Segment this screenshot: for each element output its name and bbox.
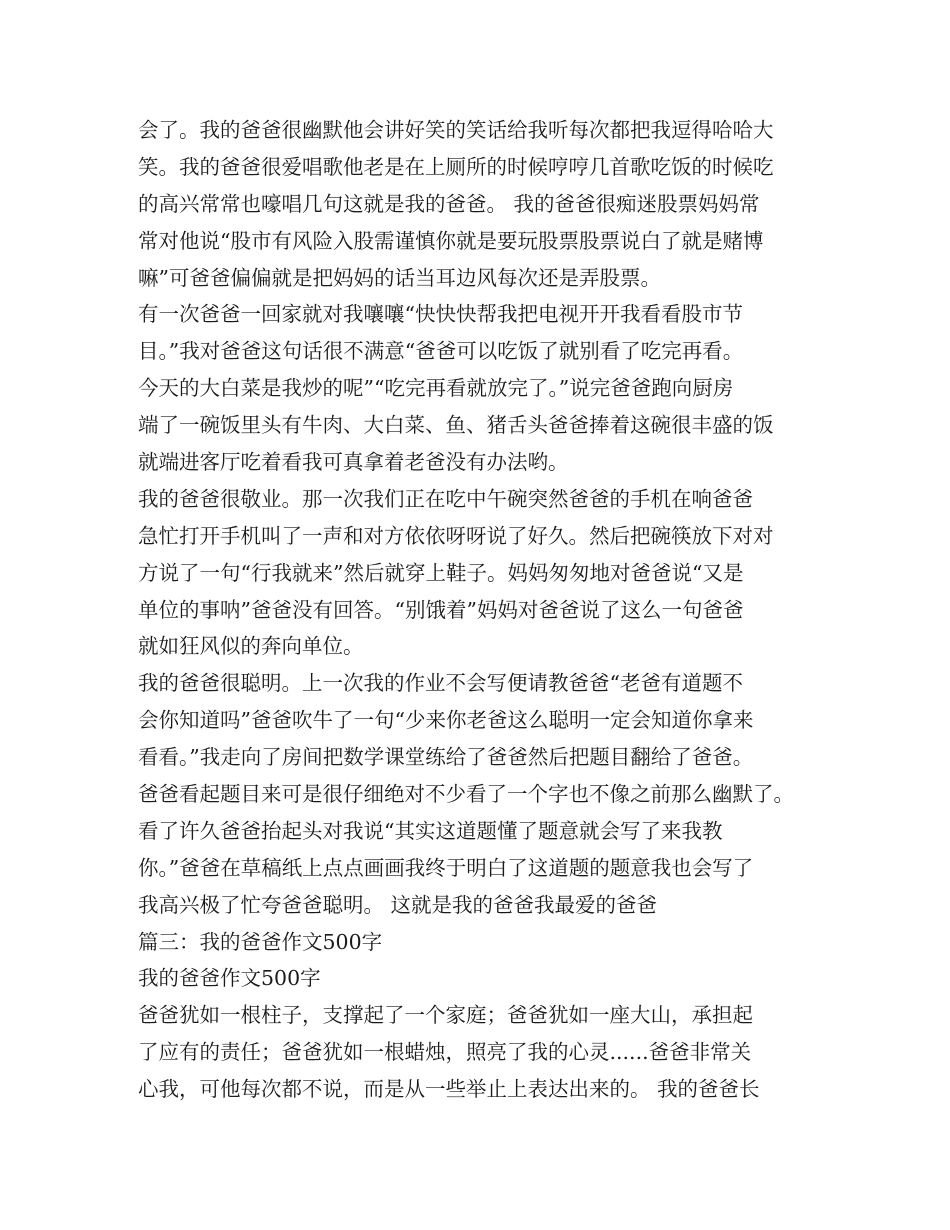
text-line: 会你知道吗”爸爸吹牛了一句“少来你老爸这么聪明一定会知道你拿来 xyxy=(138,708,754,733)
text-line: 端了一碗饭里头有牛肉、大白菜、鱼、猪舌头爸爸捧着这碗很丰盛的饭 xyxy=(138,413,774,438)
text-line: 方说了一句“行我就来”然后就穿上鞋子。妈妈匆匆地对爸爸说“又是 xyxy=(138,560,744,585)
text-line: 我的爸爸很聪明。上一次我的作业不会写便请教爸爸“老爸有道题不 xyxy=(138,671,743,696)
text-line: 看看。”我走向了房间把数学课堂练给了爸爸然后把题目翻给了爸爸。 xyxy=(138,745,754,770)
text-line: 有一次爸爸一回家就对我嚷嚷“快快快帮我把电视开开我看看股市节 xyxy=(138,302,743,327)
essay-text xyxy=(138,112,838,1108)
essay-title: 我的爸爸作文500字 xyxy=(138,966,321,991)
text-line: 心我，可他每次都不说，而是从一些举止上表达出来的。 我的爸爸长 xyxy=(138,1077,760,1102)
text-line: 今天的大白菜是我炒的呢”“吃完再看就放完了。”说完爸爸跑向厨房 xyxy=(138,376,734,401)
text-line: 常对他说“股市有风险入股需谨慎你就是要玩股票股票说白了就是赌博 xyxy=(138,228,764,253)
text-line: 我的爸爸很敬业。那一次我们正在吃中午碗突然爸爸的手机在响爸爸 xyxy=(138,486,753,511)
text-line: 急忙打开手机叫了一声和对方依依呀呀说了好久。然后把碗筷放下对对 xyxy=(138,523,774,548)
text-line: 了应有的责任；爸爸犹如一根蜡烛，照亮了我的心灵......爸爸非常关 xyxy=(138,1040,752,1065)
text-line: 单位的事呐”爸爸没有回答。“别饿着”妈妈对爸爸说了这么一句爸爸 xyxy=(138,597,744,622)
text-line: 看了许久爸爸抬起头对我说“其实这道题懂了题意就会写了来我教 xyxy=(138,818,723,843)
text-line: 的高兴常常也嚎唱几句这就是我的爸爸。 我的爸爸很痴迷股票妈妈常 xyxy=(138,191,760,216)
text-line: 爸爸犹如一根柱子，支撑起了一个家庭；爸爸犹如一座大山，承担起 xyxy=(138,1003,753,1028)
section-heading: 篇三：我的爸爸作文500字 xyxy=(138,929,383,954)
text-line: 嘛”可爸爸偏偏就是把妈妈的话当耳边风每次还是弄股票。 xyxy=(138,265,661,290)
text-line: 我高兴极了忙夸爸爸聪明。 这就是我的爸爸我最爱的爸爸 xyxy=(138,892,658,917)
text-line: 就如狂风似的奔向单位。 xyxy=(138,634,364,659)
text-line: 就端进客厅吃着看我可真拿着老爸没有办法哟。 xyxy=(138,450,569,475)
text-line: 会了。我的爸爸很幽默他会讲好笑的笑话给我听每次都把我逗得哈哈大 xyxy=(138,118,774,142)
text-line: 你。”爸爸在草稿纸上点点画画我终于明白了这道题的题意我也会写了 xyxy=(138,855,754,880)
text-line: 笑。我的爸爸很爱唱歌他老是在上厕所的时候哼哼几首歌吃饭的时候吃 xyxy=(138,154,774,179)
text-line: 目。”我对爸爸这句话很不满意“爸爸可以吃饭了就别看了吃完再看。 xyxy=(138,339,744,364)
text-line: 爸爸看起题目来可是很仔细绝对不少看了一个字也不像之前那么幽默了。 xyxy=(138,782,794,807)
